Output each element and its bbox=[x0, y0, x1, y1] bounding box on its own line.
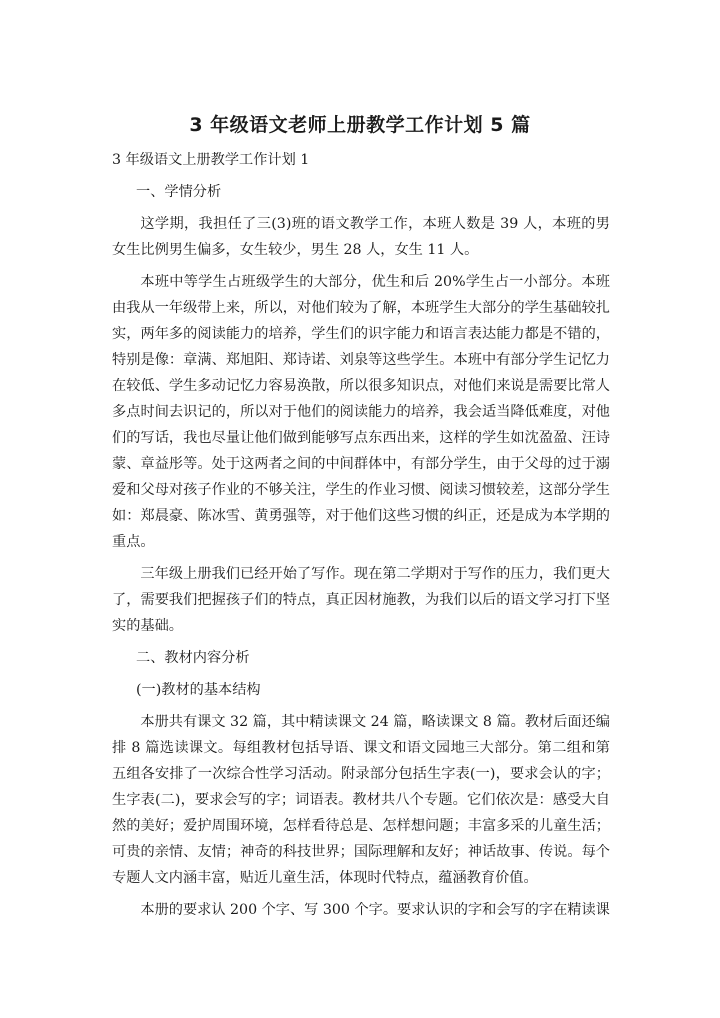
paragraph-1: 这学期，我担任了三(3)班的语文教学工作，本班人数是 39 人，本班的男女生比例男生偏多，女生较少，男生 28 人，女生 11 人。 bbox=[112, 216, 610, 258]
document-body bbox=[112, 147, 610, 929]
paragraph-2: 本班中等学生占班级学生的大部分，优生和后 20%学生占一小部分。本班由我从一年级带上来，所以，对他们较为了解，本班学生大部分的学生基础较扎实，两年多的阅读能力的培养，学生们的识字能力和语言表达能力都是不错的，特别是像：章满、郑旭阳、郑诗诺、刘泉等这些学生。本班中有部分学生记忆力在较低、学生多动记忆力容易涣散，所以很多知识点，对他们来说是需要比常人多点时间去识记的，所以对于他们的阅读能力的培养，我会适当降低难度，对他们的写话，我也尽量让他们做到能够写点东西出来，这样的学生如沈盈盈、汪诗蒙、章益彤等。处于这两者之间的中间群体中，有部分学生，由于父母的过于溺爱和父母对孩子作业的不够关注，学生的作业习惯、阅读习惯较差，这部分学生如：郑晨豪、陈冰雪、黄勇强等，对于他们这些习惯的纠正，还是成为本学期的重点。 bbox=[112, 274, 610, 550]
paragraph-3: 三年级上册我们已经开始了写作。现在第二学期对于写作的压力，我们更大了，需要我们把握孩子们的特点，真正因材施教，为我们以后的语文学习打下坚实的基础。 bbox=[112, 566, 610, 634]
paragraph-5: 本册的要求认 200 个字、写 300 个字。要求认识的字和会写的字在精读课 bbox=[140, 902, 610, 918]
document-title: 3 年级语文老师上册教学工作计划 5 篇 bbox=[189, 114, 531, 136]
section-heading-2: 二、教材内容分析 bbox=[136, 650, 250, 666]
document-subtitle: 3 年级语文上册教学工作计划 1 bbox=[112, 152, 310, 168]
section-heading-1: 一、学情分析 bbox=[136, 184, 222, 200]
paragraph-4: 本册共有课文 32 篇，其中精读课文 24 篇，略读课文 8 篇。教材后面还编排 8 篇选读课文。每组教材包括导语、课文和语文园地三大部分。第二组和第五组各安排了一次综合性学习活动。附录部分包括生字表(一)，要求会认的字；生字表(二)，要求会写的字；词语表。教材共八个专题。它们依次是：感受大自然的美好；爱护周围环境，怎样看待总是、怎样想问题；丰富多采的儿童生活；可贵的亲情、友情；神奇的科技世界；国际理解和友好；神话故事、传说。每个专题人文内涵丰富，贴近儿童生活，体现时代特点，蕴涵教育价值。 bbox=[112, 714, 610, 886]
subsection-heading-1: (一)教材的基本结构 bbox=[136, 682, 261, 698]
